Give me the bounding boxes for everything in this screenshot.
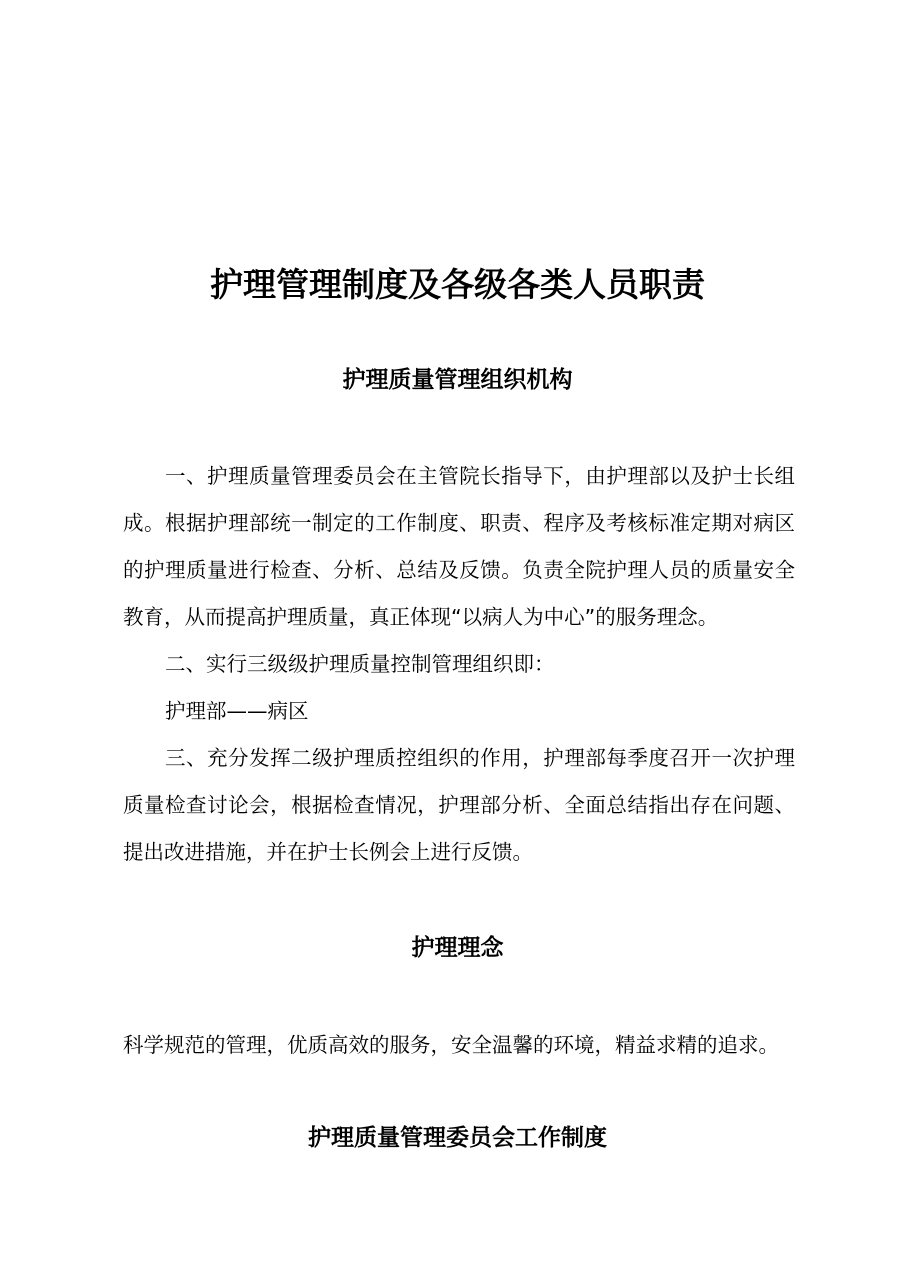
organization-section-body: [123, 453, 795, 876]
document-title: 护理管理制度及各级各类人员职责: [210, 265, 705, 304]
section-heading-organization: 护理质量管理组织机构: [342, 367, 573, 393]
paragraph: 二、实行三级级护理质量控制管理组织即：: [165, 652, 555, 676]
nursing-concept-body: [123, 1022, 795, 1069]
section-heading-committee-rules: 护理质量管理委员会工作制度: [308, 1125, 607, 1151]
paragraph: 护理部——病区: [165, 699, 309, 723]
paragraph: 科学规范的管理，优质高效的服务，安全温馨的环境，精益求精的追求。: [123, 1033, 779, 1057]
paragraph: 三、充分发挥二级护理质控组织的作用，护理部每季度召开一次护理质量检查讨论会，根据检查情况，护理部分析、全面总结指出存在问题、提出改进措施，并在护士长例会上进行反馈。: [123, 746, 795, 864]
section-heading-nursing-concept: 护理理念: [411, 935, 504, 961]
paragraph: 一、护理质量管理委员会在主管院长指导下，由护理部以及护士长组成。根据护理部统一制定的工作制度、职责、程序及考核标准定期对病区的护理质量进行检查、分析、总结及反馈。负责全院护理人员的质量安全教育，从而提高护理质量，真正体现“以病人为中心”的服务理念。: [123, 464, 795, 629]
